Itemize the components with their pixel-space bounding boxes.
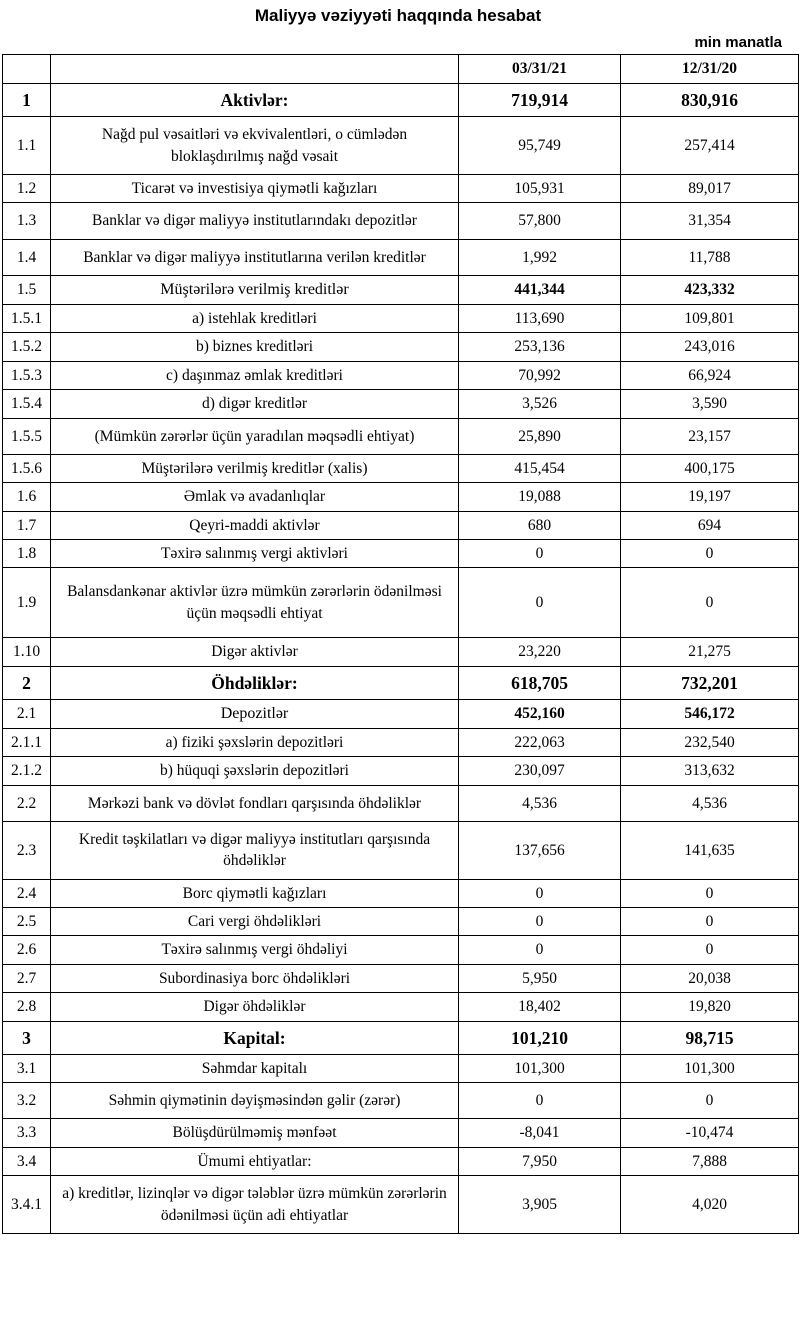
row-number: 1.2 — [3, 174, 51, 202]
row-value-prior: 11,788 — [621, 239, 799, 275]
table-row — [3, 666, 799, 699]
row-value-prior: 546,172 — [621, 699, 799, 728]
row-value-current: 101,300 — [459, 1054, 621, 1082]
row-value-current: 680 — [459, 511, 621, 539]
row-label: c) daşınmaz əmlak kreditləri — [51, 361, 459, 389]
row-value-prior: 89,017 — [621, 174, 799, 202]
header-desc-cell — [51, 55, 459, 84]
row-value-prior: 109,801 — [621, 305, 799, 333]
row-number: 3 — [3, 1021, 51, 1054]
row-number: 2.1.2 — [3, 757, 51, 785]
row-label: Təxirə salınmış vergi aktivləri — [51, 540, 459, 568]
table-row — [3, 84, 799, 117]
row-label: Müştərilərə verilmiş kreditlər — [51, 276, 459, 305]
row-value-prior: 141,635 — [621, 821, 799, 879]
row-value-prior: 66,924 — [621, 361, 799, 389]
row-number: 1.4 — [3, 239, 51, 275]
row-value-current: 222,063 — [459, 728, 621, 756]
table-row — [3, 390, 799, 418]
row-value-prior: 257,414 — [621, 117, 799, 175]
row-value-current: 5,950 — [459, 964, 621, 992]
row-label: d) digər kreditlər — [51, 390, 459, 418]
table-row — [3, 418, 799, 454]
row-value-prior: 232,540 — [621, 728, 799, 756]
financial-statement-table — [2, 54, 799, 1234]
row-number: 1.5.2 — [3, 333, 51, 361]
row-number: 2.5 — [3, 908, 51, 936]
row-number: 1.5 — [3, 276, 51, 305]
financial-table-body — [3, 55, 799, 1234]
row-value-current: 253,136 — [459, 333, 621, 361]
row-label: Banklar və digər maliyyə institutlarına verilən kreditlər — [51, 239, 459, 275]
row-value-current: 0 — [459, 879, 621, 907]
row-value-current: 719,914 — [459, 84, 621, 117]
row-value-prior: 3,590 — [621, 390, 799, 418]
row-value-prior: 0 — [621, 936, 799, 964]
table-row — [3, 785, 799, 821]
row-value-current: 0 — [459, 540, 621, 568]
row-label: Depozitlər — [51, 699, 459, 728]
row-value-prior: 0 — [621, 1083, 799, 1119]
row-label: a) kreditlər, lizinqlər və digər tələblər üzrə mümkün zərərlərin ödənilməsi üçün adi ehtiyatlar — [51, 1176, 459, 1234]
table-row — [3, 821, 799, 879]
table-row — [3, 638, 799, 666]
row-value-prior: 31,354 — [621, 203, 799, 239]
row-value-current: 3,526 — [459, 390, 621, 418]
row-label: Müştərilərə verilmiş kreditlər (xalis) — [51, 454, 459, 482]
row-number: 2 — [3, 666, 51, 699]
page-title: Maliyyə vəziyyəti haqqında hesabat — [254, 6, 542, 25]
table-row — [3, 757, 799, 785]
row-value-prior: 98,715 — [621, 1021, 799, 1054]
row-value-prior: 243,016 — [621, 333, 799, 361]
row-number: 1.9 — [3, 568, 51, 638]
table-row — [3, 568, 799, 638]
table-row — [3, 1054, 799, 1082]
row-number: 2.4 — [3, 879, 51, 907]
row-number: 1.1 — [3, 117, 51, 175]
row-value-prior: 0 — [621, 879, 799, 907]
table-row — [3, 699, 799, 728]
table-row — [3, 540, 799, 568]
row-value-prior: 4,536 — [621, 785, 799, 821]
row-label: Ticarət və investisiya qiymətli kağızları — [51, 174, 459, 202]
row-value-current: -8,041 — [459, 1119, 621, 1147]
table-row — [3, 1119, 799, 1147]
row-value-current: 25,890 — [459, 418, 621, 454]
table-row — [3, 203, 799, 239]
row-value-current: 101,210 — [459, 1021, 621, 1054]
row-value-current: 23,220 — [459, 638, 621, 666]
row-value-current: 105,931 — [459, 174, 621, 202]
row-value-prior: 0 — [621, 568, 799, 638]
row-number: 1.5.1 — [3, 305, 51, 333]
row-value-current: 95,749 — [459, 117, 621, 175]
row-value-current: 70,992 — [459, 361, 621, 389]
table-row — [3, 454, 799, 482]
row-number: 2.3 — [3, 821, 51, 879]
table-row — [3, 908, 799, 936]
row-value-current: 3,905 — [459, 1176, 621, 1234]
row-value-prior: 423,332 — [621, 276, 799, 305]
row-value-current: 618,705 — [459, 666, 621, 699]
row-label: a) istehlak kreditləri — [51, 305, 459, 333]
row-value-prior: 21,275 — [621, 638, 799, 666]
row-value-prior: 7,888 — [621, 1147, 799, 1175]
table-row — [3, 239, 799, 275]
row-number: 1.5.3 — [3, 361, 51, 389]
row-value-current: 415,454 — [459, 454, 621, 482]
row-label: Digər aktivlər — [51, 638, 459, 666]
row-number: 3.4 — [3, 1147, 51, 1175]
row-number: 3.2 — [3, 1083, 51, 1119]
table-row — [3, 1021, 799, 1054]
table-row — [3, 305, 799, 333]
row-number: 1.8 — [3, 540, 51, 568]
table-row — [3, 879, 799, 907]
table-row — [3, 1083, 799, 1119]
row-number: 1 — [3, 84, 51, 117]
row-label: Balansdankənar aktivlər üzrə mümkün zərərlərin ödənilməsi üçün məqsədli ehtiyat — [51, 568, 459, 638]
row-label: Digər öhdəliklər — [51, 993, 459, 1021]
row-value-current: 1,992 — [459, 239, 621, 275]
table-row — [3, 276, 799, 305]
row-value-prior: 4,020 — [621, 1176, 799, 1234]
row-value-current: 19,088 — [459, 483, 621, 511]
row-label: Mərkəzi bank və dövlət fondları qarşısında öhdəliklər — [51, 785, 459, 821]
row-number: 2.7 — [3, 964, 51, 992]
row-value-prior: 23,157 — [621, 418, 799, 454]
row-number: 2.1 — [3, 699, 51, 728]
row-number: 1.6 — [3, 483, 51, 511]
row-number: 1.5.5 — [3, 418, 51, 454]
table-row — [3, 993, 799, 1021]
row-number: 1.3 — [3, 203, 51, 239]
row-label: Səhmin qiymətinin dəyişməsindən gəlir (zərər) — [51, 1083, 459, 1119]
row-number: 2.6 — [3, 936, 51, 964]
row-number: 1.5.4 — [3, 390, 51, 418]
row-value-current: 7,950 — [459, 1147, 621, 1175]
row-number: 1.10 — [3, 638, 51, 666]
row-value-prior: 20,038 — [621, 964, 799, 992]
row-number: 1.7 — [3, 511, 51, 539]
row-value-prior: 694 — [621, 511, 799, 539]
row-value-prior: 101,300 — [621, 1054, 799, 1082]
row-label: Nağd pul vəsaitləri və ekvivalentləri, o cümlədən bloklaşdırılmış nağd vəsait — [51, 117, 459, 175]
unit-note: min manatla — [694, 34, 782, 51]
row-value-current: 57,800 — [459, 203, 621, 239]
row-value-prior: -10,474 — [621, 1119, 799, 1147]
row-value-current: 230,097 — [459, 757, 621, 785]
table-row — [3, 1176, 799, 1234]
row-value-current: 137,656 — [459, 821, 621, 879]
row-value-current: 0 — [459, 1083, 621, 1119]
row-value-prior: 400,175 — [621, 454, 799, 482]
row-label: Bölüşdürülməmiş mənfəət — [51, 1119, 459, 1147]
row-label: Subordinasiya borc öhdəlikləri — [51, 964, 459, 992]
row-label: Cari vergi öhdəlikləri — [51, 908, 459, 936]
table-row — [3, 174, 799, 202]
table-row — [3, 1147, 799, 1175]
row-number: 3.1 — [3, 1054, 51, 1082]
table-row — [3, 117, 799, 175]
row-label: b) hüquqi şəxslərin depozitləri — [51, 757, 459, 785]
header-number-cell — [3, 55, 51, 84]
row-number: 2.2 — [3, 785, 51, 821]
row-value-prior: 19,820 — [621, 993, 799, 1021]
header-date-prior: 12/31/20 — [621, 55, 799, 84]
row-label: b) biznes kreditləri — [51, 333, 459, 361]
row-label: Təxirə salınmış vergi öhdəliyi — [51, 936, 459, 964]
row-label: Öhdəliklər: — [51, 666, 459, 699]
row-label: Borc qiymətli kağızları — [51, 879, 459, 907]
row-value-current: 0 — [459, 936, 621, 964]
table-row — [3, 511, 799, 539]
row-label: Ümumi ehtiyatlar: — [51, 1147, 459, 1175]
row-number: 1.5.6 — [3, 454, 51, 482]
table-row — [3, 483, 799, 511]
row-value-current: 4,536 — [459, 785, 621, 821]
table-row — [3, 333, 799, 361]
row-label: Aktivlər: — [51, 84, 459, 117]
row-value-current: 0 — [459, 908, 621, 936]
table-row — [3, 964, 799, 992]
row-value-prior: 830,916 — [621, 84, 799, 117]
row-number: 3.3 — [3, 1119, 51, 1147]
table-row — [3, 936, 799, 964]
row-value-prior: 19,197 — [621, 483, 799, 511]
header-date-current: 03/31/21 — [459, 55, 621, 84]
row-value-prior: 313,632 — [621, 757, 799, 785]
row-value-prior: 0 — [621, 908, 799, 936]
row-number: 2.1.1 — [3, 728, 51, 756]
row-value-current: 0 — [459, 568, 621, 638]
row-number: 3.4.1 — [3, 1176, 51, 1234]
row-value-current: 452,160 — [459, 699, 621, 728]
row-value-prior: 732,201 — [621, 666, 799, 699]
row-label: Kapital: — [51, 1021, 459, 1054]
row-label: Əmlak və avadanlıqlar — [51, 483, 459, 511]
row-label: (Mümkün zərərlər üçün yaradılan məqsədli ehtiyat) — [51, 418, 459, 454]
row-value-current: 441,344 — [459, 276, 621, 305]
row-label: Kredit təşkilatları və digər maliyyə institutları qarşısında öhdəliklər — [51, 821, 459, 879]
row-label: a) fiziki şəxslərin depozitləri — [51, 728, 459, 756]
row-value-current: 18,402 — [459, 993, 621, 1021]
table-row — [3, 728, 799, 756]
row-number: 2.8 — [3, 993, 51, 1021]
row-value-prior: 0 — [621, 540, 799, 568]
row-label: Səhmdar kapitalı — [51, 1054, 459, 1082]
table-header-row — [3, 55, 799, 84]
table-row — [3, 361, 799, 389]
row-value-current: 113,690 — [459, 305, 621, 333]
row-label: Banklar və digər maliyyə institutlarındakı depozitlər — [51, 203, 459, 239]
row-label: Qeyri-maddi aktivlər — [51, 511, 459, 539]
